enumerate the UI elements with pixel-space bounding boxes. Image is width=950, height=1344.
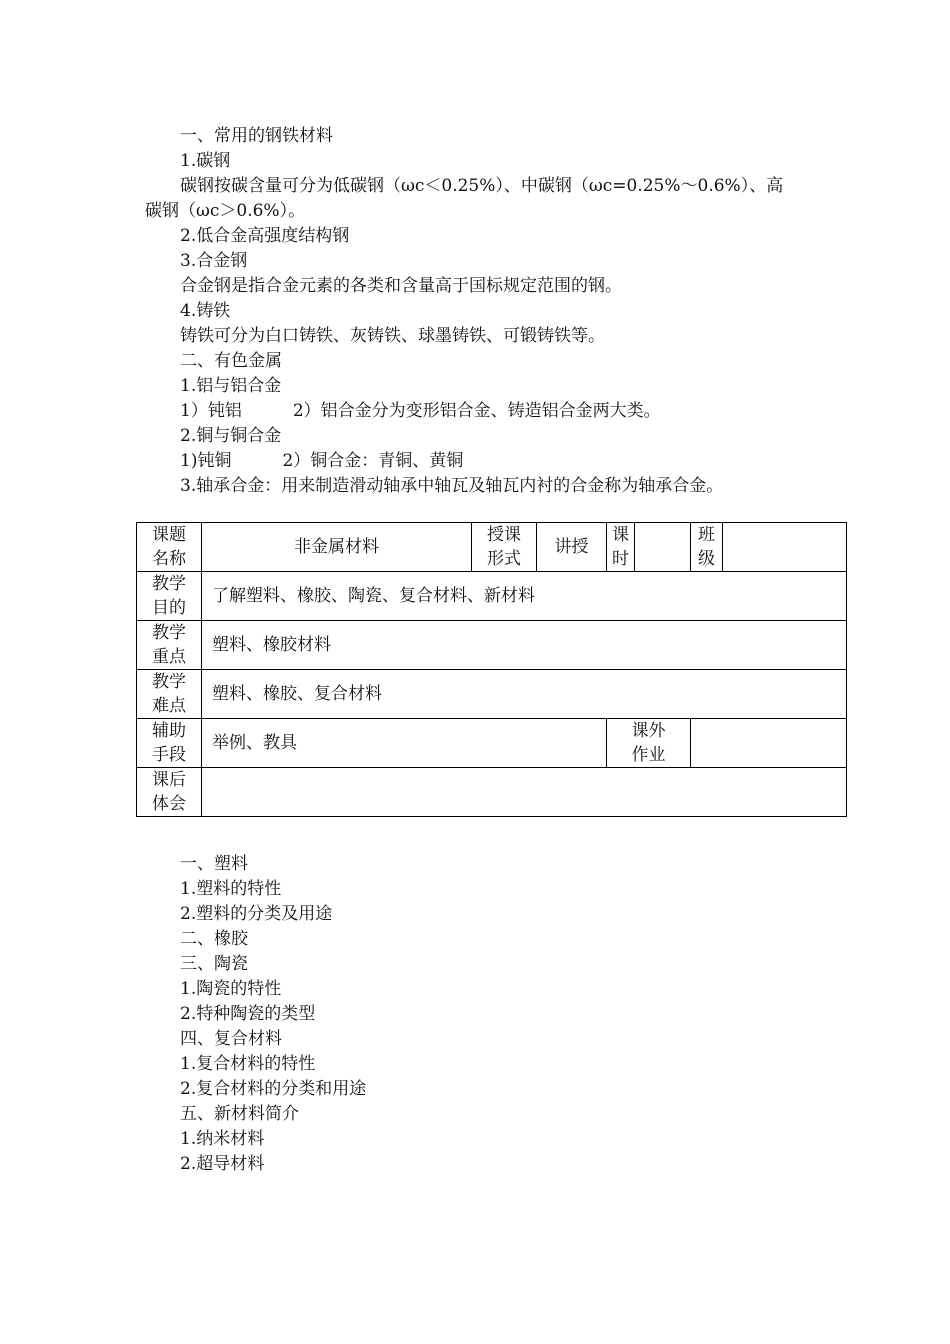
paragraph-cast-iron: 铸铁可分为白口铸铁、灰铸铁、球墨铸铁、可锻铸铁等。 bbox=[180, 326, 605, 346]
item-special-ceramics: 2.特种陶瓷的类型 bbox=[180, 1004, 316, 1024]
lesson-plan-table bbox=[136, 522, 847, 817]
table-row-reflection bbox=[137, 768, 847, 817]
paragraph-carbon-steel-line2: 碳钢（ωc＞0.6%）。 bbox=[145, 201, 306, 221]
table-row-goal bbox=[137, 572, 847, 621]
difficulty-label: 教学 难点 bbox=[137, 670, 202, 719]
item-composites-properties: 1.复合材料的特性 bbox=[180, 1054, 316, 1074]
goal-value: 了解塑料、橡胶、陶瓷、复合材料、新材料 bbox=[202, 572, 847, 621]
table-row-difficulty bbox=[137, 670, 847, 719]
subheading-cast-iron: 4.铸铁 bbox=[180, 301, 231, 321]
key-points-value: 塑料、橡胶材料 bbox=[202, 621, 847, 670]
heading-ceramics: 三、陶瓷 bbox=[180, 954, 248, 974]
item-plastics-properties: 1.塑料的特性 bbox=[180, 879, 282, 899]
subheading-copper: 2.铜与铜合金 bbox=[180, 426, 282, 446]
item-composites-classification: 2.复合材料的分类和用途 bbox=[180, 1079, 367, 1099]
item-plastics-classification: 2.塑料的分类及用途 bbox=[180, 904, 333, 924]
topic-label: 课题 名称 bbox=[137, 523, 202, 572]
aids-value: 举例、教具 bbox=[202, 719, 607, 768]
hours-label: 课 时 bbox=[607, 523, 635, 572]
key-points-label: 教学 重点 bbox=[137, 621, 202, 670]
homework-label: 课外 作业 bbox=[607, 719, 691, 768]
paragraph-alloy-steel: 合金钢是指合金元素的各类和含量高于国标规定范围的钢。 bbox=[180, 276, 622, 296]
class-value bbox=[723, 523, 847, 572]
hours-value bbox=[635, 523, 691, 572]
paragraph-copper: 1)钝铜 2）铜合金：青铜、黄铜 bbox=[180, 451, 464, 471]
difficulty-value: 塑料、橡胶、复合材料 bbox=[202, 670, 847, 719]
subheading-hsla-steel: 2.低合金高强度结构钢 bbox=[180, 226, 350, 246]
aids-label: 辅助 手段 bbox=[137, 719, 202, 768]
item-superconductors: 2.超导材料 bbox=[180, 1154, 265, 1174]
reflection-value bbox=[202, 768, 847, 817]
subheading-aluminum: 1.铝与铝合金 bbox=[180, 376, 282, 396]
paragraph-aluminum: 1）钝铝 2）铝合金分为变形铝合金、铸造铝合金两大类。 bbox=[180, 401, 661, 421]
paragraph-bearing-alloy: 3.轴承合金：用来制造滑动轴承中轴瓦及轴瓦内衬的合金称为轴承合金。 bbox=[180, 476, 724, 496]
table-row-aids bbox=[137, 719, 847, 768]
goal-label: 教学 目的 bbox=[137, 572, 202, 621]
class-label: 班 级 bbox=[691, 523, 723, 572]
heading-new-materials: 五、新材料简介 bbox=[180, 1104, 299, 1124]
heading-plastics: 一、塑料 bbox=[180, 854, 248, 874]
table-row-topic bbox=[137, 523, 847, 572]
reflection-label: 课后 体会 bbox=[137, 768, 202, 817]
heading-steel-materials: 一、常用的钢铁材料 bbox=[180, 126, 333, 146]
subheading-carbon-steel: 1.碳钢 bbox=[180, 151, 231, 171]
homework-value bbox=[691, 719, 847, 768]
topic-value: 非金属材料 bbox=[202, 523, 472, 572]
item-ceramics-properties: 1.陶瓷的特性 bbox=[180, 979, 282, 999]
heading-composites: 四、复合材料 bbox=[180, 1029, 282, 1049]
heading-nonferrous-metals: 二、有色金属 bbox=[180, 351, 282, 371]
table-row-key-points bbox=[137, 621, 847, 670]
method-value: 讲授 bbox=[537, 523, 607, 572]
heading-rubber: 二、橡胶 bbox=[180, 929, 248, 949]
subheading-alloy-steel: 3.合金钢 bbox=[180, 251, 248, 271]
method-label: 授课 形式 bbox=[472, 523, 537, 572]
paragraph-carbon-steel-line1: 碳钢按碳含量可分为低碳钢（ωc＜0.25%）、中碳钢（ωc=0.25%～0.6%）、高 bbox=[180, 176, 784, 196]
item-nano-materials: 1.纳米材料 bbox=[180, 1129, 265, 1149]
